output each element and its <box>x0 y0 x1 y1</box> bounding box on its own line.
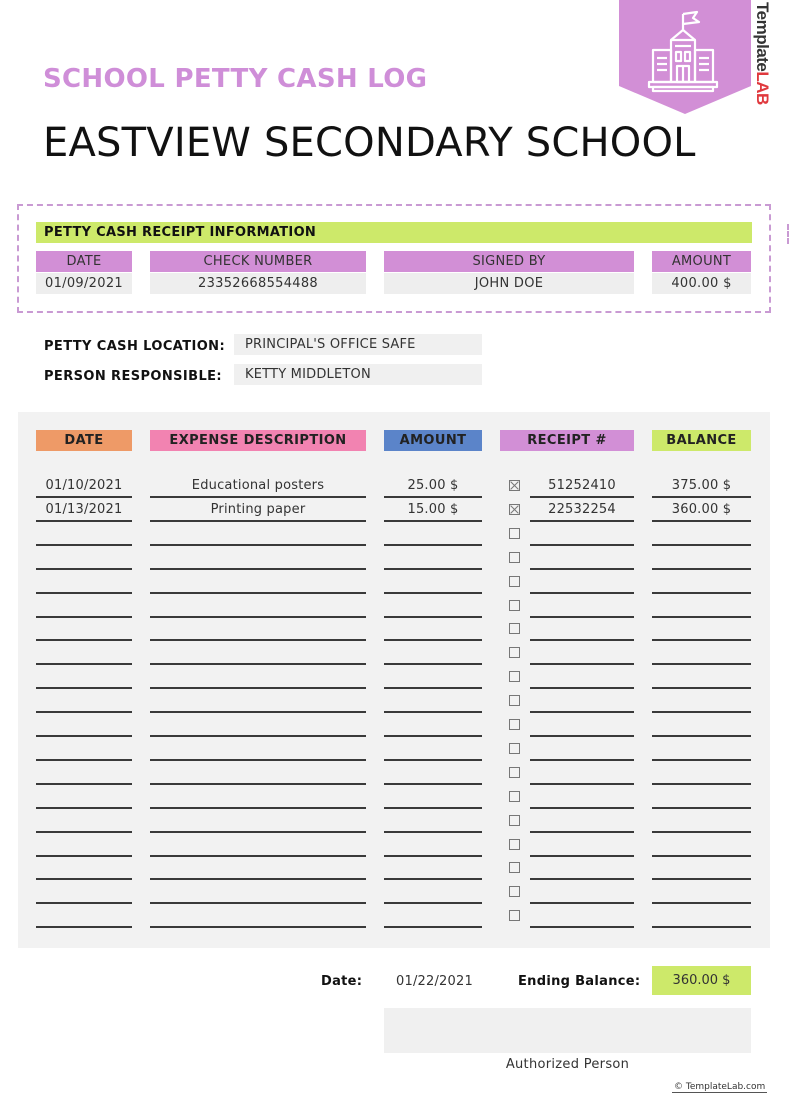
row-underline <box>652 520 751 522</box>
row-amount-field[interactable] <box>384 716 482 734</box>
row-underline <box>150 568 366 570</box>
row-underline <box>150 855 366 857</box>
row-balance-field[interactable] <box>652 620 751 638</box>
signature-caption: Authorized Person <box>505 1057 630 1072</box>
row-underline <box>36 544 132 546</box>
row-underline <box>530 807 634 809</box>
row-description-field[interactable] <box>150 883 366 901</box>
row-underline <box>384 878 482 880</box>
receipt-checkbox[interactable] <box>509 862 520 873</box>
location-label: PETTY CASH LOCATION: <box>44 339 226 354</box>
row-underline <box>36 783 132 785</box>
receipt-checkbox[interactable] <box>509 600 520 611</box>
location-field[interactable]: PRINCIPAL'S OFFICE SAFE <box>234 334 482 355</box>
ending-balance-label: Ending Balance: <box>518 974 641 989</box>
row-receipt-number-field[interactable] <box>530 883 634 901</box>
row-underline <box>530 902 634 904</box>
receipt-checkbox[interactable] <box>509 647 520 658</box>
row-underline <box>652 544 751 546</box>
row-receipt-number-field[interactable] <box>530 716 634 734</box>
row-date-field[interactable] <box>36 692 132 710</box>
receipt-date-field[interactable]: 01/09/2021 <box>36 273 132 294</box>
row-underline <box>530 568 634 570</box>
row-date-field[interactable] <box>36 549 132 567</box>
row-balance-field[interactable] <box>652 812 751 830</box>
row-underline <box>384 711 482 713</box>
row-underline <box>652 926 751 928</box>
row-underline <box>150 759 366 761</box>
row-underline <box>150 616 366 618</box>
receipt-checkbox[interactable] <box>509 815 520 826</box>
row-underline <box>530 759 634 761</box>
row-balance-field[interactable] <box>652 644 751 662</box>
row-underline <box>384 926 482 928</box>
row-date-field[interactable] <box>36 620 132 638</box>
row-underline <box>384 520 482 522</box>
row-date-field[interactable] <box>36 644 132 662</box>
row-underline <box>530 496 634 498</box>
row-receipt-number-field[interactable] <box>530 620 634 638</box>
row-date-field[interactable] <box>36 668 132 686</box>
row-description-field[interactable] <box>150 764 366 782</box>
row-underline <box>384 735 482 737</box>
row-underline <box>652 855 751 857</box>
row-underline <box>530 592 634 594</box>
row-underline <box>652 759 751 761</box>
row-underline <box>150 544 366 546</box>
row-amount-field[interactable]: 15.00 $ <box>407 502 459 517</box>
receipt-info-title: PETTY CASH RECEIPT INFORMATION <box>36 222 752 243</box>
row-description-field[interactable] <box>150 836 366 854</box>
receipt-date-header: DATE <box>36 251 132 272</box>
row-underline <box>530 783 634 785</box>
row-amount-field[interactable] <box>384 764 482 782</box>
row-amount-field[interactable] <box>384 788 482 806</box>
row-date-field[interactable] <box>36 812 132 830</box>
row-underline <box>36 592 132 594</box>
row-description-field[interactable] <box>150 644 366 662</box>
row-underline <box>530 926 634 928</box>
row-underline <box>530 687 634 689</box>
receipt-checkbox[interactable] <box>509 886 520 897</box>
row-description-field[interactable] <box>150 597 366 615</box>
row-receipt-number-field[interactable]: 51252410 <box>548 478 616 493</box>
row-underline <box>36 855 132 857</box>
row-description-field[interactable] <box>150 692 366 710</box>
row-underline <box>530 878 634 880</box>
row-balance-field[interactable] <box>652 764 751 782</box>
row-balance-field[interactable] <box>652 549 751 567</box>
signed-by-header: SIGNED BY <box>384 251 634 272</box>
row-description-field[interactable] <box>150 907 366 925</box>
row-description-field[interactable]: Printing paper <box>210 502 306 517</box>
row-underline <box>530 616 634 618</box>
row-underline <box>150 687 366 689</box>
row-receipt-number-field[interactable] <box>530 644 634 662</box>
row-underline <box>150 926 366 928</box>
row-description-field[interactable] <box>150 549 366 567</box>
row-underline <box>652 639 751 641</box>
row-underline <box>150 783 366 785</box>
row-balance-field[interactable] <box>652 859 751 877</box>
school-name: EASTVIEW SECONDARY SCHOOL <box>43 120 696 166</box>
row-underline <box>384 902 482 904</box>
row-description-field[interactable] <box>150 668 366 686</box>
row-underline <box>36 902 132 904</box>
row-receipt-number-field[interactable] <box>530 573 634 591</box>
row-date-field[interactable] <box>36 764 132 782</box>
row-amount-field[interactable] <box>384 692 482 710</box>
row-balance-field[interactable] <box>652 836 751 854</box>
row-receipt-number-field[interactable] <box>530 668 634 686</box>
row-balance-field[interactable] <box>652 668 751 686</box>
row-amount-field[interactable] <box>384 859 482 877</box>
document-subtitle: SCHOOL PETTY CASH LOG <box>43 64 428 94</box>
receipt-checkbox[interactable] <box>509 791 520 802</box>
row-description-field[interactable]: Educational posters <box>191 478 325 493</box>
row-balance-field[interactable]: 360.00 $ <box>671 502 732 517</box>
row-date-field[interactable]: 01/10/2021 <box>45 478 123 493</box>
footer-date-field[interactable]: 01/22/2021 <box>396 974 473 989</box>
receipt-checkbox-checked[interactable] <box>509 480 520 491</box>
row-balance-field[interactable] <box>652 740 751 758</box>
row-receipt-number-field[interactable] <box>530 525 634 543</box>
row-underline <box>530 520 634 522</box>
row-underline <box>384 496 482 498</box>
row-underline <box>652 807 751 809</box>
row-date-field[interactable] <box>36 788 132 806</box>
row-description-field[interactable] <box>150 740 366 758</box>
row-balance-field[interactable] <box>652 788 751 806</box>
row-description-field[interactable] <box>150 812 366 830</box>
receipt-number-header: RECEIPT # <box>500 430 634 451</box>
row-underline <box>150 639 366 641</box>
row-amount-field[interactable] <box>384 907 482 925</box>
row-underline <box>652 568 751 570</box>
expense-description-header: EXPENSE DESCRIPTION <box>150 430 366 451</box>
row-description-field[interactable] <box>150 716 366 734</box>
row-balance-field[interactable]: 375.00 $ <box>671 478 732 493</box>
row-underline <box>36 663 132 665</box>
row-date-field[interactable] <box>36 836 132 854</box>
row-description-field[interactable] <box>150 859 366 877</box>
row-amount-field[interactable] <box>384 549 482 567</box>
school-building-icon <box>619 0 751 114</box>
row-underline <box>150 807 366 809</box>
row-receipt-number-field[interactable] <box>530 836 634 854</box>
row-underline <box>384 831 482 833</box>
row-balance-field[interactable] <box>652 573 751 591</box>
row-underline <box>652 592 751 594</box>
row-underline <box>384 759 482 761</box>
row-underline <box>150 592 366 594</box>
row-date-field[interactable] <box>36 859 132 877</box>
receipt-checkbox[interactable] <box>509 623 520 634</box>
row-balance-field[interactable] <box>652 716 751 734</box>
row-date-field[interactable] <box>36 740 132 758</box>
row-underline <box>36 735 132 737</box>
row-receipt-number-field[interactable] <box>530 549 634 567</box>
check-number-field[interactable]: 23352668554488 <box>150 273 366 294</box>
row-underline <box>150 711 366 713</box>
row-amount-field[interactable] <box>384 525 482 543</box>
row-amount-field[interactable] <box>384 812 482 830</box>
row-underline <box>652 616 751 618</box>
row-amount-field[interactable] <box>384 644 482 662</box>
row-underline <box>652 687 751 689</box>
row-date-field[interactable] <box>36 525 132 543</box>
receipt-checkbox[interactable] <box>509 743 520 754</box>
row-amount-field[interactable] <box>384 597 482 615</box>
row-underline <box>652 878 751 880</box>
row-amount-field[interactable]: 25.00 $ <box>407 478 459 493</box>
row-amount-field[interactable] <box>384 836 482 854</box>
row-description-field[interactable] <box>150 573 366 591</box>
log-date-header: DATE <box>36 430 132 451</box>
row-underline <box>36 639 132 641</box>
row-amount-field[interactable] <box>384 740 482 758</box>
row-underline <box>384 616 482 618</box>
row-underline <box>150 878 366 880</box>
row-receipt-number-field[interactable]: 22532254 <box>548 502 616 517</box>
row-underline <box>36 807 132 809</box>
receipt-checkbox[interactable] <box>509 910 520 921</box>
row-description-field[interactable] <box>150 525 366 543</box>
row-amount-field[interactable] <box>384 668 482 686</box>
row-underline <box>36 759 132 761</box>
row-underline <box>530 663 634 665</box>
row-balance-field[interactable] <box>652 883 751 901</box>
row-underline <box>384 663 482 665</box>
row-receipt-number-field[interactable] <box>530 812 634 830</box>
row-underline <box>652 735 751 737</box>
row-underline <box>384 807 482 809</box>
row-balance-field[interactable] <box>652 692 751 710</box>
row-underline <box>384 592 482 594</box>
row-date-field[interactable] <box>36 907 132 925</box>
check-number-header: CHECK NUMBER <box>150 251 366 272</box>
row-date-field[interactable]: 01/13/2021 <box>45 502 123 517</box>
row-amount-field[interactable] <box>384 883 482 901</box>
school-banner <box>619 0 751 114</box>
balance-header: BALANCE <box>652 430 751 451</box>
row-receipt-number-field[interactable] <box>530 907 634 925</box>
receipt-checkbox-checked[interactable] <box>509 504 520 515</box>
row-underline <box>36 520 132 522</box>
row-receipt-number-field[interactable] <box>530 788 634 806</box>
row-receipt-number-field[interactable] <box>530 597 634 615</box>
row-underline <box>150 735 366 737</box>
receipt-checkbox[interactable] <box>509 719 520 730</box>
row-underline <box>150 496 366 498</box>
signed-by-field[interactable]: JOHN DOE <box>384 273 634 294</box>
receipt-checkbox[interactable] <box>509 552 520 563</box>
row-receipt-number-field[interactable] <box>530 692 634 710</box>
row-underline <box>150 902 366 904</box>
row-description-field[interactable] <box>150 788 366 806</box>
row-date-field[interactable] <box>36 716 132 734</box>
row-underline <box>150 831 366 833</box>
row-underline <box>36 616 132 618</box>
receipt-checkbox[interactable] <box>509 576 520 587</box>
row-underline <box>652 711 751 713</box>
templatelab-logo <box>752 2 774 105</box>
row-underline <box>36 878 132 880</box>
receipt-checkbox[interactable] <box>509 695 520 706</box>
copyright-link[interactable]: © TemplateLab.com <box>674 1082 766 1092</box>
row-underline <box>150 663 366 665</box>
row-underline <box>384 639 482 641</box>
row-receipt-number-field[interactable] <box>530 740 634 758</box>
row-underline <box>530 831 634 833</box>
row-underline <box>652 831 751 833</box>
row-receipt-number-field[interactable] <box>530 764 634 782</box>
row-amount-field[interactable] <box>384 573 482 591</box>
row-underline <box>36 711 132 713</box>
row-underline <box>384 544 482 546</box>
row-date-field[interactable] <box>36 573 132 591</box>
row-balance-field[interactable] <box>652 597 751 615</box>
row-underline <box>652 496 751 498</box>
row-underline <box>530 855 634 857</box>
person-responsible-field[interactable]: KETTY MIDDLETON <box>234 364 482 385</box>
receipt-checkbox[interactable] <box>509 528 520 539</box>
row-underline <box>36 687 132 689</box>
row-underline <box>530 639 634 641</box>
row-underline <box>36 496 132 498</box>
receipt-amount-header: AMOUNT <box>652 251 751 272</box>
logo-prefix: Template <box>753 2 772 72</box>
receipt-checkbox[interactable] <box>509 767 520 778</box>
row-underline <box>36 831 132 833</box>
signature-field[interactable] <box>384 1008 751 1053</box>
person-responsible-label: PERSON RESPONSIBLE: <box>44 369 223 384</box>
row-underline <box>36 926 132 928</box>
row-receipt-number-field[interactable] <box>530 859 634 877</box>
footer-date-label: Date: <box>321 974 363 989</box>
row-description-field[interactable] <box>150 620 366 638</box>
receipt-checkbox[interactable] <box>509 839 520 850</box>
logo-suffix: LAB <box>753 71 772 105</box>
row-underline <box>652 783 751 785</box>
row-underline <box>652 902 751 904</box>
receipt-amount-field[interactable]: 400.00 $ <box>652 273 751 294</box>
log-amount-header: AMOUNT <box>384 430 482 451</box>
row-balance-field[interactable] <box>652 907 751 925</box>
receipt-checkbox[interactable] <box>509 671 520 682</box>
row-date-field[interactable] <box>36 883 132 901</box>
row-underline <box>530 711 634 713</box>
row-balance-field[interactable] <box>652 525 751 543</box>
row-date-field[interactable] <box>36 597 132 615</box>
row-underline <box>530 544 634 546</box>
row-underline <box>36 568 132 570</box>
ending-balance-field[interactable]: 360.00 $ <box>652 966 751 995</box>
row-underline <box>530 735 634 737</box>
row-amount-field[interactable] <box>384 620 482 638</box>
row-underline <box>384 687 482 689</box>
row-underline <box>652 663 751 665</box>
decorative-dash <box>787 224 789 244</box>
row-underline <box>384 855 482 857</box>
row-underline <box>384 783 482 785</box>
row-underline <box>150 520 366 522</box>
row-underline <box>384 568 482 570</box>
